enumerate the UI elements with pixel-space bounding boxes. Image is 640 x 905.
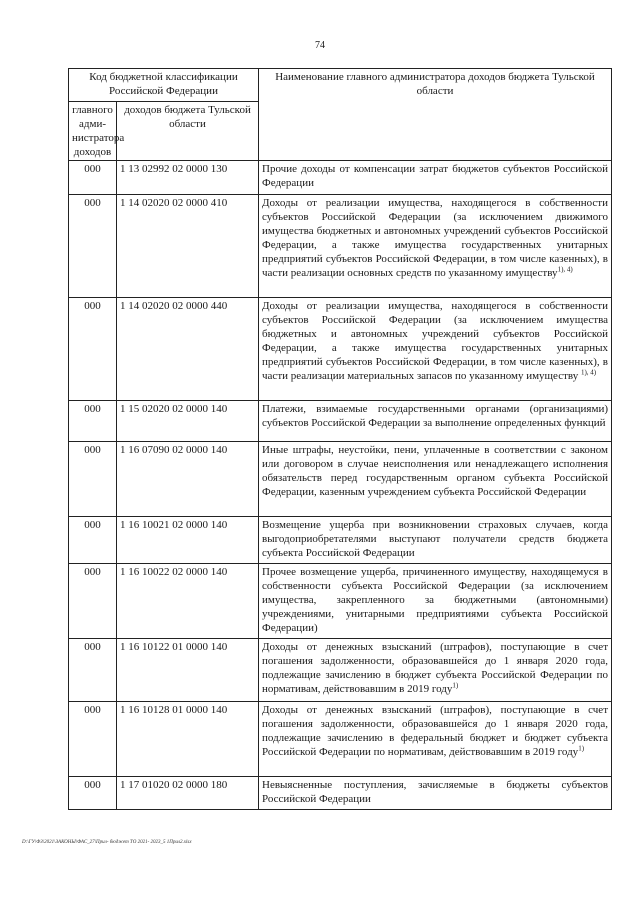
income-name: Доходы от реализации имущества, находящегося в собственности субъектов Российской Федерации (за исключением движимого имущества бюджетных и автономных учреждений субъектов Российской Федерации, а также имущества государственных унитарных предприятий субъектов Российской Федерации, в том числе казенных), в части реализации основных средств по указанному имуществу$^{1), 4)}$ [259,195,612,298]
budget-classification-table [68,68,612,810]
footnote-ref: 1) [578,744,585,753]
income-code: 1 14 02020 02 0000 410 [117,195,259,298]
income-name: Доходы от денежных взысканий (штрафов), поступающие в счет погашения задолженности, образовавшейся до 1 января 2020 года, подлежащие зачислению в бюджет субъекта Российской Федерации по нормативам, действовавшим в 2019 году$^{1)}$ [259,639,612,702]
table-row [69,401,612,442]
header-classification-code: Код бюджетной классификации Российской Федерации [69,69,259,102]
table-row [69,161,612,195]
admin-code: 000 [69,639,117,702]
income-name: Иные штрафы, неустойки, пени, уплаченные в соответствии с законом или договором в случае неисполнения или ненадлежащего исполнения обязательств перед государственным органом субъекта Российской Федерации, казенным учреждением субъекта Российской Федерации [259,442,612,517]
income-name: Платежи, взимаемые государственными органами (организациями) субъектов Российской Федерации за выполнение определенных функций [259,401,612,442]
income-code: 1 13 02992 02 0000 130 [117,161,259,195]
footnote-ref: 1) [452,681,459,690]
table-row [69,517,612,564]
footnote-ref: 1), 4) [557,265,573,274]
table-row [69,298,612,401]
table-row [69,564,612,639]
income-code: 1 17 01020 02 0000 180 [117,777,259,810]
income-code: 1 16 07090 02 0000 140 [117,442,259,517]
income-name: Возмещение ущерба при возникновении страховых случаев, когда выгодоприобретателями выступают получатели средств бюджета субъекта Российской Федерации [259,517,612,564]
income-name: Прочее возмещение ущерба, причиненного имуществу, находящемуся в собственности субъекта Российской Федерации (за исключением имущества, закрепленного за бюджетными (автономными) учреждениями, унитарными предприятиями субъекта Российской Федерации) [259,564,612,639]
admin-code: 000 [69,298,117,401]
table-row [69,639,612,702]
header-administrator-name: Наименование главного администратора доходов бюджета Тульской области [259,69,612,161]
income-code: 1 16 10021 02 0000 140 [117,517,259,564]
header-col-admin: главного адми-нистратора доходов [69,102,117,161]
table-row [69,442,612,517]
income-code: 1 14 02020 02 0000 440 [117,298,259,401]
admin-code: 000 [69,161,117,195]
header-col-income: доходов бюджета Тульской области [117,102,259,161]
admin-code: 000 [69,195,117,298]
income-name: Невыясненные поступления, зачисляемые в бюджеты субъектов Российской Федерации [259,777,612,810]
income-name: Доходы от реализации имущества, находящегося в собственности субъектов Российской Федерации (за исключением имущества бюджетных и автономных учреждений субъектов Российской Федерации, а также имущества государственных унитарных предприятий субъектов Российской Федерации, в том числе казенных), в части реализации материальных запасов по указанному имуществу $^{1), 4)}$ [259,298,612,401]
income-name: Доходы от денежных взысканий (штрафов), поступающие в счет погашения задолженности, образовавшейся до 1 января 2020 года, подлежащие зачислению в федеральный бюджет и бюджет субъекта Российской Федерации по нормативам, действовавшим в 2019 году$^{1)}$ [259,702,612,777]
table-row [69,195,612,298]
page-number: 74 [315,40,325,51]
income-code: 1 15 02020 02 0000 140 [117,401,259,442]
admin-code: 000 [69,702,117,777]
income-code: 1 16 10022 02 0000 140 [117,564,259,639]
admin-code: 000 [69,517,117,564]
admin-code: 000 [69,401,117,442]
income-name: Прочие доходы от компенсации затрат бюджетов субъектов Российской Федерации [259,161,612,195]
admin-code: 000 [69,442,117,517]
table-row [69,777,612,810]
admin-code: 000 [69,564,117,639]
footer-file-path: D:\ГУ\ФЗ\2021\ЗАКОНЫ\ФАС_27\Прил- бюджет ТО 2021- 2023_5 1Прил2.xlsx [22,840,192,845]
table-row [69,702,612,777]
footnote-ref: 1), 4) [580,368,597,377]
income-code: 1 16 10122 01 0000 140 [117,639,259,702]
admin-code: 000 [69,777,117,810]
income-code: 1 16 10128 01 0000 140 [117,702,259,777]
